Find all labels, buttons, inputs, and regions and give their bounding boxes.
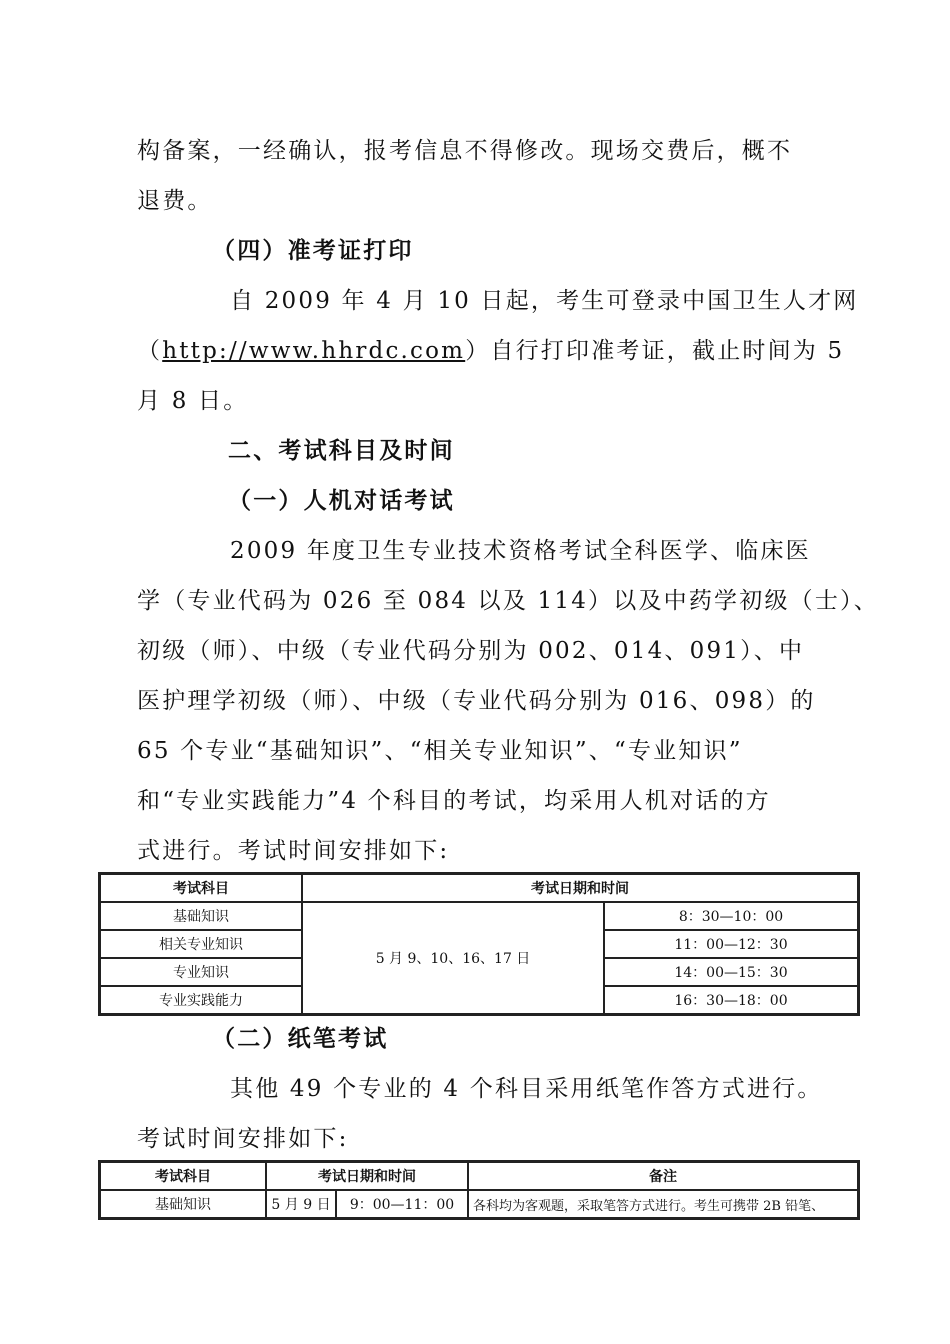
paren-open: （ [137, 338, 163, 364]
paragraph-line: 其他 49 个专业的 4 个科目采用纸笔作答方式进行。 [230, 1076, 823, 1102]
header-subject: 考试科目 [100, 1162, 266, 1190]
cell-exam-date: 5 月 9、10、16、17 日 [302, 902, 604, 1014]
cell-time: 8：30—10：00 [604, 902, 858, 930]
cell-time: 11：00—12：30 [604, 930, 858, 958]
paragraph-line: 式进行。考试时间安排如下: [137, 838, 450, 864]
paragraph-line: 构备案，一经确认，报考信息不得修改。现场交费后，概不 [137, 138, 793, 164]
cell-note: 各科均为客观题，采取笔答方式进行。考生可携带 2B 铅笔、 [468, 1190, 858, 1218]
paragraph-line: 和“专业实践能力”4 个科目的考试，均采用人机对话的方 [137, 788, 771, 814]
table-header-row [100, 1162, 858, 1190]
paragraph-line: 65 个专业“基础知识”、“相关专业知识”、“专业知识” [137, 738, 743, 764]
heading-section-2: 二、考试科目及时间 [228, 438, 455, 464]
paragraph-line: 考试时间安排如下: [137, 1126, 349, 1152]
cell-subject: 专业知识 [100, 958, 302, 986]
table-row [100, 1190, 858, 1218]
paragraph-line [137, 336, 844, 366]
paragraph-line: 月 8 日。 [137, 388, 249, 414]
table-row [100, 902, 858, 930]
cell-time: 14：00—15：30 [604, 958, 858, 986]
paragraph-line: 初级（师）、中级（专业代码分别为 002、014、091）、中 [137, 638, 805, 664]
heading-computer-exam: （一）人机对话考试 [228, 488, 455, 514]
heading-admission-ticket: （四）准考证打印 [212, 238, 414, 264]
table-header-row [100, 874, 858, 902]
cell-time: 16：30—18：00 [604, 986, 858, 1014]
paragraph-text: ）自行打印准考证，截止时间为 5 [465, 338, 845, 364]
cell-date: 5 月 9 日 [266, 1190, 336, 1218]
cell-time: 9：00—11：00 [336, 1190, 468, 1218]
paragraph-line: 自 2009 年 4 月 10 日起，考生可登录中国卫生人才网 [230, 288, 859, 314]
cell-subject: 专业实践能力 [100, 986, 302, 1014]
heading-paper-exam: （二）纸笔考试 [212, 1026, 389, 1052]
header-datetime: 考试日期和时间 [266, 1162, 468, 1190]
paragraph-line: 医护理学初级（师）、中级（专业代码分别为 016、098）的 [137, 688, 816, 714]
header-note: 备注 [468, 1162, 858, 1190]
cell-subject: 相关专业知识 [100, 930, 302, 958]
cell-subject: 基础知识 [100, 1190, 266, 1218]
paragraph-line: 退费。 [137, 188, 213, 214]
cell-subject: 基础知识 [100, 902, 302, 930]
paragraph-line: 学（专业代码为 026 至 084 以及 114）以及中药学初级（士）、 [137, 588, 879, 614]
paragraph-line: 2009 年度卫生专业技术资格考试全科医学、临床医 [230, 538, 811, 564]
computer-exam-schedule-table [98, 872, 860, 1016]
website-link[interactable]: http://www.hhrdc.com [162, 338, 466, 364]
header-subject: 考试科目 [100, 874, 302, 902]
header-datetime: 考试日期和时间 [302, 874, 858, 902]
paper-exam-schedule-table [98, 1160, 860, 1220]
